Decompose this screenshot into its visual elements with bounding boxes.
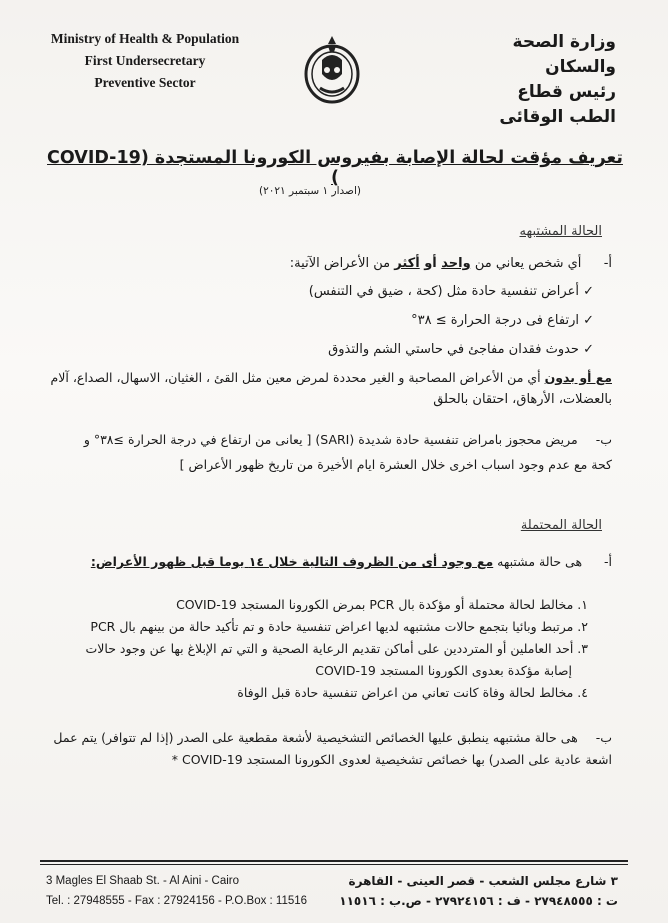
probable-b-line2: اشعة عادية على الصدر) بها خصائص تشخيصية لعدوى الكورونا المستجد COVID-19 * xyxy=(171,752,612,767)
footer-contact-ar: ت : ٢٧٩٤٨٥٥٥ - ف : ٢٧٩٢٤١٥٦ - ص.ب : ١١٥١٦ xyxy=(339,894,618,908)
probable-item-cont: إصابة مؤكدة بعدوى الكورونا المستجد COVID-19 xyxy=(315,663,572,678)
suspected-a-marker: أ- xyxy=(603,256,612,271)
sector-ar: الطب الوقائى xyxy=(499,107,616,127)
suspected-bullet-text: أعراض تنفسية حادة مثل (كحة ، ضيق في التنفس) xyxy=(308,284,579,299)
ministry-name-ar: وزارة الصحة والسكان xyxy=(512,32,616,77)
probable-b-line1: هى حالة مشتبهه ينطبق عليها الخصائص التشخيصية لأشعة مقطعية على الصدر (إذا لم تتوافر) يتم عمل xyxy=(53,730,578,745)
check-icon: ✓ xyxy=(578,313,594,328)
check-icon: ✓ xyxy=(578,284,594,299)
suspected-a-or: أو xyxy=(419,256,442,271)
symptoms-line1: أي من الأعراض المصاحبة و الغير محددة لمرض معين مثل القئ ، الغثيان، الاسهال، الصداع، آلام xyxy=(50,370,545,385)
footer-street-ar: ٣ شارع مجلس الشعب - قصر العينى - القاهرة xyxy=(348,874,618,888)
probable-heading: الحالة المحتملة xyxy=(520,518,602,533)
issue-date: (اصدار ١ سبتمبر ٢٠٢١) xyxy=(259,185,361,197)
suspected-b-marker: ب- xyxy=(595,432,612,447)
suspected-b-line2: كحة مع عدم وجود اسباب اخرى خلال العشرة ايام الأخيرة من تاريخ ظهور الأعراض ] xyxy=(179,457,612,472)
suspected-heading: الحالة المشتبهه xyxy=(519,224,602,239)
probable-item: ٢. مرتبط وبائيا بتجمع حالات مشتبهه لديها اعراض تنفسية حادة و تم تأكيد حالة من بينهم بال PCR xyxy=(90,619,588,634)
footer-divider xyxy=(40,860,628,862)
suspected-b-line1: مريض محجوز بامراض تنفسية حادة شديدة (SARI) [ يعانى من ارتفاع في درجة الحرارة ≥٣٨° و xyxy=(83,432,578,447)
check-icon: ✓ xyxy=(578,342,594,357)
document-title: تعريف مؤقت لحالة الإصابة بفيروس الكورونا المستجدة (COVID-19 ) xyxy=(47,148,623,188)
ministry-header-en xyxy=(40,28,250,94)
symptoms-line2: بالعضلات، الأرهاق، احتقان بالحلق xyxy=(433,392,612,407)
suspected-a-more: أكثر xyxy=(394,256,420,271)
suspected-bullet-text: ارتفاع فى درجة الحرارة ≥ ٣٨° xyxy=(411,313,579,328)
suspected-bullet xyxy=(328,342,594,357)
accompanying-symptoms xyxy=(51,370,612,385)
probable-item: ١. مخالط لحالة محتملة أو مؤكدة بال PCR بمرض الكورونا المستجد COVID-19 xyxy=(176,597,588,612)
probable-a xyxy=(91,554,612,569)
suspected-b xyxy=(84,432,612,447)
footer-address-en xyxy=(46,871,307,911)
suspected-a xyxy=(290,256,612,271)
suspected-bullet-text: حدوث فقدان مفاجئ في حاستي الشم والتذوق xyxy=(328,342,579,357)
suspected-bullet xyxy=(309,284,594,299)
ministry-emblem-icon xyxy=(300,30,364,106)
probable-b-marker: ب- xyxy=(595,730,612,745)
suspected-a-one: واحد xyxy=(441,256,471,271)
footer-contact-en: Tel. : 27948555 - Fax : 27924156 - P.O.Box : 11516 xyxy=(46,895,308,907)
undersecretary-en: First Undersecretary xyxy=(84,53,206,68)
suspected-a-post: من الأعراض الآتية: xyxy=(289,256,395,271)
footer-street-en: 3 Magles El Shaab St. - Al Aini - Cairo xyxy=(46,875,240,887)
sector-en: Preventive Sector xyxy=(94,75,196,90)
suspected-bullet xyxy=(411,313,594,328)
undersecretary-ar: رئيس قطاع xyxy=(517,82,616,102)
ministry-header-ar xyxy=(446,30,616,130)
probable-b xyxy=(53,730,612,745)
probable-a-conditions: مع وجود أى من الظروف التالية خلال ١٤ يوما قبل ظهور الأعراض: xyxy=(90,554,494,569)
with-or-without: مع أو بدون xyxy=(544,370,612,385)
ministry-name-en: Ministry of Health & Population xyxy=(50,31,240,46)
footer-divider xyxy=(40,864,628,865)
suspected-a-pre: أي شخص يعاني من xyxy=(470,256,582,271)
probable-a-marker: أ- xyxy=(604,554,612,569)
probable-item: ٤. مخالط لحالة وفاة كانت تعاني من اعراض تنفسية حادة قبل الوفاة xyxy=(237,685,588,700)
probable-a-pre: هى حالة مشتبهه xyxy=(493,554,583,569)
footer-address-ar xyxy=(339,871,618,911)
probable-item: ٣. أحد العاملين أو المترددين على أماكن تقديم الرعاية الصحية و التي تم الإبلاغ بها عن وجود حالات xyxy=(85,641,588,656)
